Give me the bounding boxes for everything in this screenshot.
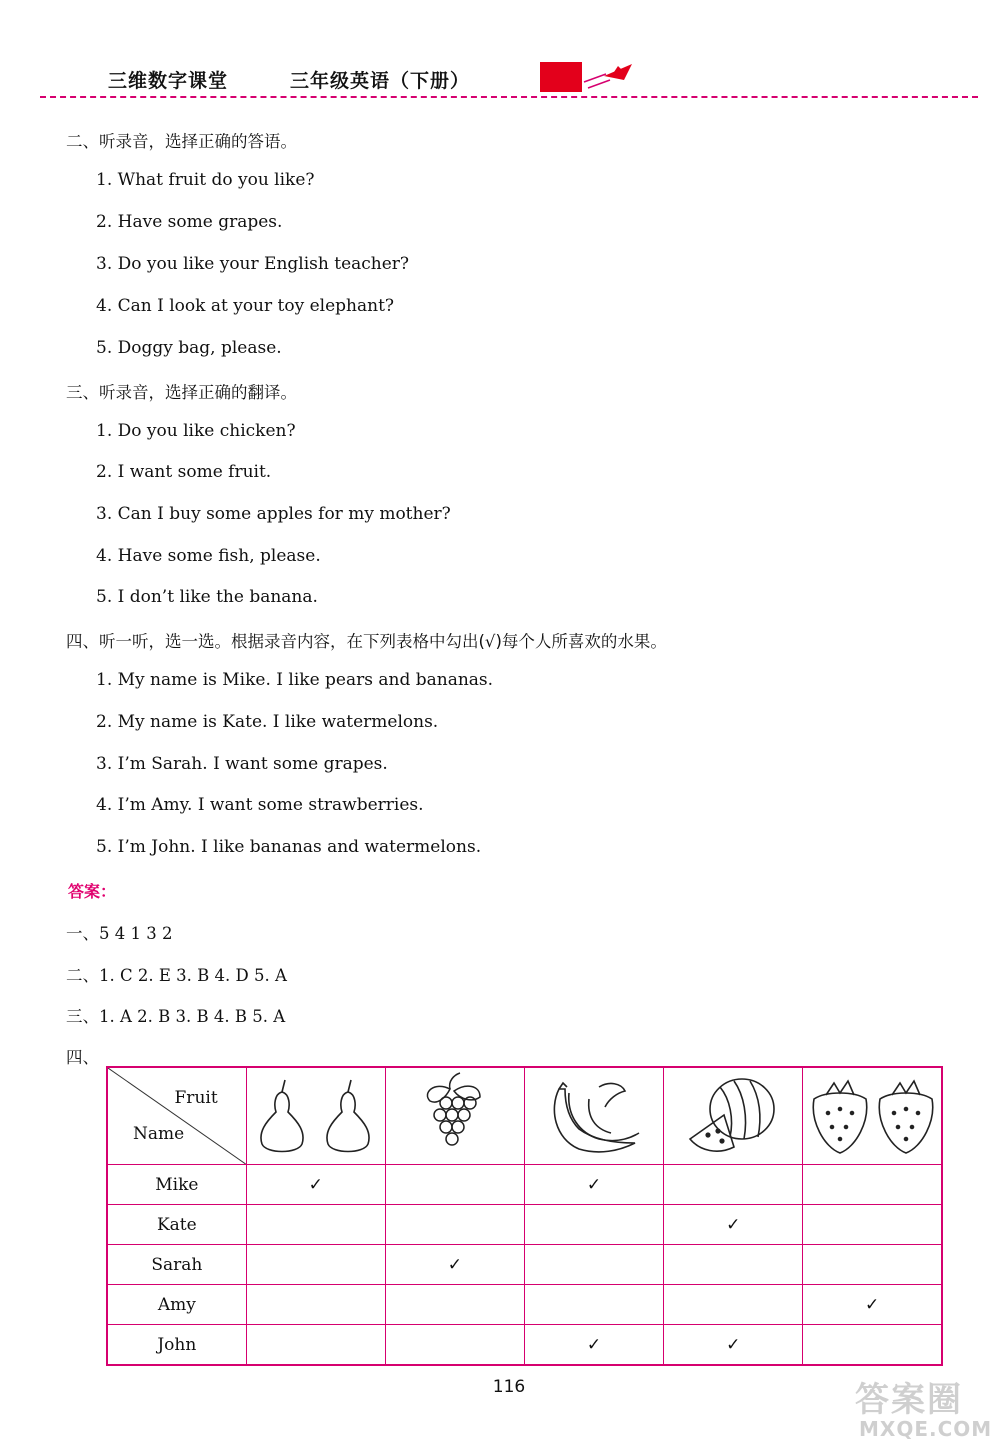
tick-cell — [664, 1165, 803, 1205]
tick-cell — [803, 1245, 942, 1285]
tick-cell — [246, 1285, 385, 1325]
tick-cell: ✓ — [524, 1325, 663, 1366]
answer-line: 三、1. A 2. B 3. B 4. B 5. A — [66, 1007, 286, 1026]
list-item: 4. Can I look at your toy elephant? — [96, 296, 395, 316]
tick-cell: ✓ — [524, 1165, 663, 1205]
tick-cell — [246, 1245, 385, 1285]
list-item: 2. Have some grapes. — [96, 212, 283, 232]
tick-cell — [524, 1245, 663, 1285]
tick-cell — [385, 1285, 524, 1325]
grapes-icon — [385, 1067, 524, 1165]
table-row — [107, 1285, 942, 1325]
list-item: 1. What fruit do you like? — [96, 170, 315, 190]
watermark-text: 答案圈 — [855, 1380, 963, 1420]
list-item: 5. I’m John. I like bananas and watermelons. — [96, 837, 482, 857]
list-item: 2. I want some fruit. — [96, 462, 272, 482]
tick-cell — [664, 1245, 803, 1285]
row-name: Amy — [107, 1285, 246, 1325]
section-title: 二、听录音，选择正确的答语。 — [66, 132, 297, 151]
tick-cell — [524, 1285, 663, 1325]
tick-cell — [246, 1205, 385, 1245]
strawberry-icon — [803, 1067, 942, 1165]
page-number: 116 — [492, 1377, 526, 1397]
fruit-answer-table — [106, 1066, 943, 1366]
list-item: 5. Doggy bag, please. — [96, 338, 282, 358]
tick-cell: ✓ — [664, 1325, 803, 1366]
tick-cell — [524, 1205, 663, 1245]
corner-name-label: Name — [133, 1124, 185, 1144]
header-divider — [40, 96, 978, 98]
tick-cell — [664, 1285, 803, 1325]
watermark-logo — [855, 1372, 992, 1441]
tick-cell — [246, 1325, 385, 1366]
tick-cell: ✓ — [385, 1245, 524, 1285]
answer-line: 二、1. C 2. E 3. B 4. D 5. A — [66, 966, 287, 985]
row-name: Sarah — [107, 1245, 246, 1285]
list-item: 1. Do you like chicken? — [96, 421, 296, 441]
table-row — [107, 1245, 942, 1285]
table-row — [107, 1205, 942, 1245]
list-item: 4. Have some fish, please. — [96, 546, 321, 566]
tick-cell — [385, 1205, 524, 1245]
list-item: 3. Can I buy some apples for my mother? — [96, 504, 451, 524]
list-item: 4. I’m Amy. I want some strawberries. — [96, 795, 424, 815]
table-corner-header — [107, 1067, 246, 1165]
list-item: 1. My name is Mike. I like pears and bananas. — [96, 670, 494, 690]
section-title: 三、听录音，选择正确的翻译。 — [66, 383, 297, 402]
rocket-icon — [540, 58, 640, 100]
banana-icon — [524, 1067, 663, 1165]
tick-cell — [385, 1165, 524, 1205]
tick-cell — [803, 1165, 942, 1205]
answer-line: 四、 — [66, 1048, 99, 1067]
book-title: 三年级英语（下册） — [290, 70, 471, 92]
tick-cell — [803, 1325, 942, 1366]
answers-title: 答案： — [68, 882, 117, 901]
table-row — [107, 1325, 942, 1366]
tick-cell: ✓ — [664, 1205, 803, 1245]
table-row — [107, 1165, 942, 1205]
list-item: 3. I’m Sarah. I want some grapes. — [96, 754, 388, 774]
pear-icon — [246, 1067, 385, 1165]
tick-cell — [803, 1205, 942, 1245]
row-name: Kate — [107, 1205, 246, 1245]
tick-cell — [385, 1325, 524, 1366]
section-title: 四、听一听，选一选。根据录音内容，在下列表格中勾出(√)每个人所喜欢的水果。 — [66, 632, 667, 651]
row-name: John — [107, 1325, 246, 1366]
answer-line: 一、5 4 1 3 2 — [66, 924, 173, 943]
tick-cell: ✓ — [246, 1165, 385, 1205]
row-name: Mike — [107, 1165, 246, 1205]
list-item: 2. My name is Kate. I like watermelons. — [96, 712, 439, 732]
watermark-url: MXQE.COM — [859, 1417, 993, 1441]
list-item: 3. Do you like your English teacher? — [96, 254, 410, 274]
series-title: 三维数字课堂 — [108, 70, 229, 92]
tick-cell: ✓ — [803, 1285, 942, 1325]
watermelon-icon — [664, 1067, 803, 1165]
list-item: 5. I don’t like the banana. — [96, 587, 318, 607]
corner-fruit-label: Fruit — [174, 1088, 218, 1108]
